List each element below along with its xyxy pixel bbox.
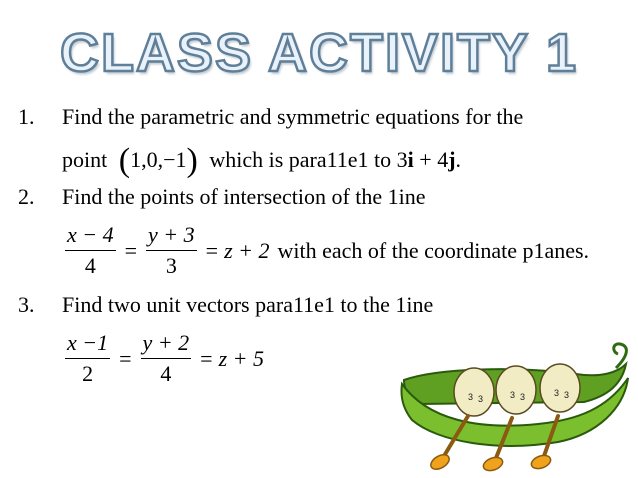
fraction-denominator: 4 [160,361,172,386]
item-2-z-term: z + 2 [224,237,270,263]
fraction-bar [65,358,110,359]
vector-plus: + 4 [419,147,449,172]
fraction-bar [141,358,192,359]
item-2-number: 2. [18,184,35,209]
fraction-bar [65,250,116,251]
pea-label: 3 [468,392,474,402]
item-3-fraction-x [65,330,110,387]
open-paren: ( [118,142,131,179]
equals-sign: = [124,237,138,263]
fraction-denominator: 3 [165,253,177,278]
page-title: CLASS ACTIVITY 1 [59,23,579,83]
item-1-point: 1,0,−1 [130,147,187,172]
fraction-numerator: y + 2 [142,330,190,355]
item-3-equation [62,330,264,387]
pea-label: 3 [478,394,484,404]
vector-j: j [448,147,456,172]
fraction-numerator: y + 3 [148,222,195,247]
item-1-line1: Find the parametric and symmetric equations for the [62,104,524,129]
close-paren: ) [186,142,198,179]
equals-sign: = [200,345,213,371]
item-2-text: Find the points of intersection of the 1ine [62,184,426,209]
fraction-denominator: 2 [82,361,94,386]
item-2-fraction-y [146,222,197,279]
equals-sign: = [205,237,219,263]
item-2-equation [62,222,589,279]
pea-label: 3 [554,388,560,398]
item-1-parallel-text: which is para11e1 to 3 [209,147,408,172]
item-3-text: Find two unit vectors para11e1 to the 1ine [62,292,434,317]
fraction-denominator: 4 [84,253,96,278]
item-3-fraction-y [141,330,192,387]
item-1-line2 [62,142,461,180]
item-2-tail-text: with each of the coordinate p1anes. [277,237,590,263]
item-3-z-term: z + 5 [218,345,265,371]
vector-i: i [407,147,414,172]
fraction-bar [146,250,197,251]
pea-label: 3 [510,390,516,400]
peas-in-pod-clipart-icon [398,338,636,472]
item-1-period: . [455,147,462,172]
item-2-fraction-x [65,222,116,279]
fraction-numerator: x − 4 [67,222,114,247]
item-3-number: 3. [18,292,35,317]
fraction-numerator: x −1 [67,330,109,355]
item-1-number: 1. [18,104,35,129]
equals-sign: = [119,345,132,371]
pea-label: 3 [564,390,570,400]
pea-label: 3 [520,392,526,402]
item-1-point-label: point [62,147,108,172]
